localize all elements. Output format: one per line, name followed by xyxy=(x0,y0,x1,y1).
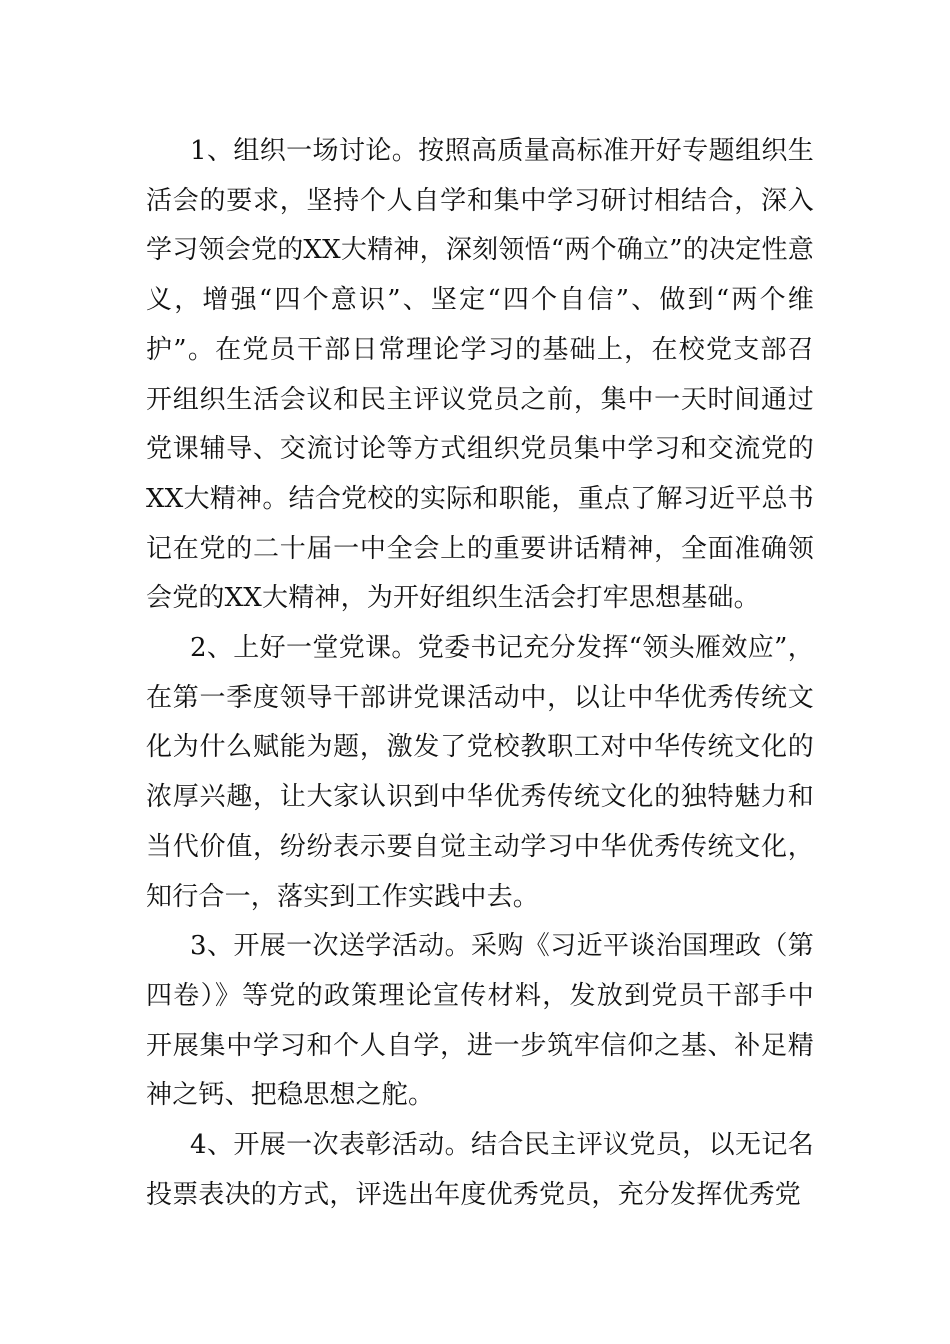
paragraph-4: 4、开展一次表彰活动。结合民主评议党员，以无记名投票表决的方式，评选出年度优秀党员，充分发挥优秀党 xyxy=(146,1130,814,1210)
paragraph-3: 3、开展一次送学活动。采购《习近平谈治国理政（第四卷）》等党的政策理论宣传材料，发放到党员干部手中开展集中学习和个人自学，进一步筑牢信仰之基、补足精神之钙、把稳思想之舵。 xyxy=(146,931,814,1111)
document-body xyxy=(146,127,814,1220)
paragraph-2: 2、上好一堂党课。党委书记充分发挥“领头雁效应”，在第一季度领导干部讲党课活动中，以让中华优秀传统文化为什么赋能为题，激发了党校教职工对中华传统文化的浓厚兴趣，让大家认识到中华优秀传统文化的独特魅力和当代价值，纷纷表示要自觉主动学习中华优秀传统文化，知行合一，落实到工作实践中去。 xyxy=(146,633,814,912)
paragraph-1: 1、组织一场讨论。按照高质量高标准开好专题组织生活会的要求，坚持个人自学和集中学习研讨相结合，深入学习领会党的XX大精神，深刻领悟“两个确立”的决定性意义，增强“四个意识”、坚定“四个自信”、做到“两个维护”。在党员干部日常理论学习的基础上，在校党支部召开组织生活会议和民主评议党员之前，集中一天时间通过党课辅导、交流讨论等方式组织党员集中学习和交流党的XX大精神。结合党校的实际和职能，重点了解习近平总书记在党的二十届一中全会上的重要讲话精神，全面准确领会党的XX大精神，为开好组织生活会打牢思想基础。 xyxy=(146,136,814,614)
